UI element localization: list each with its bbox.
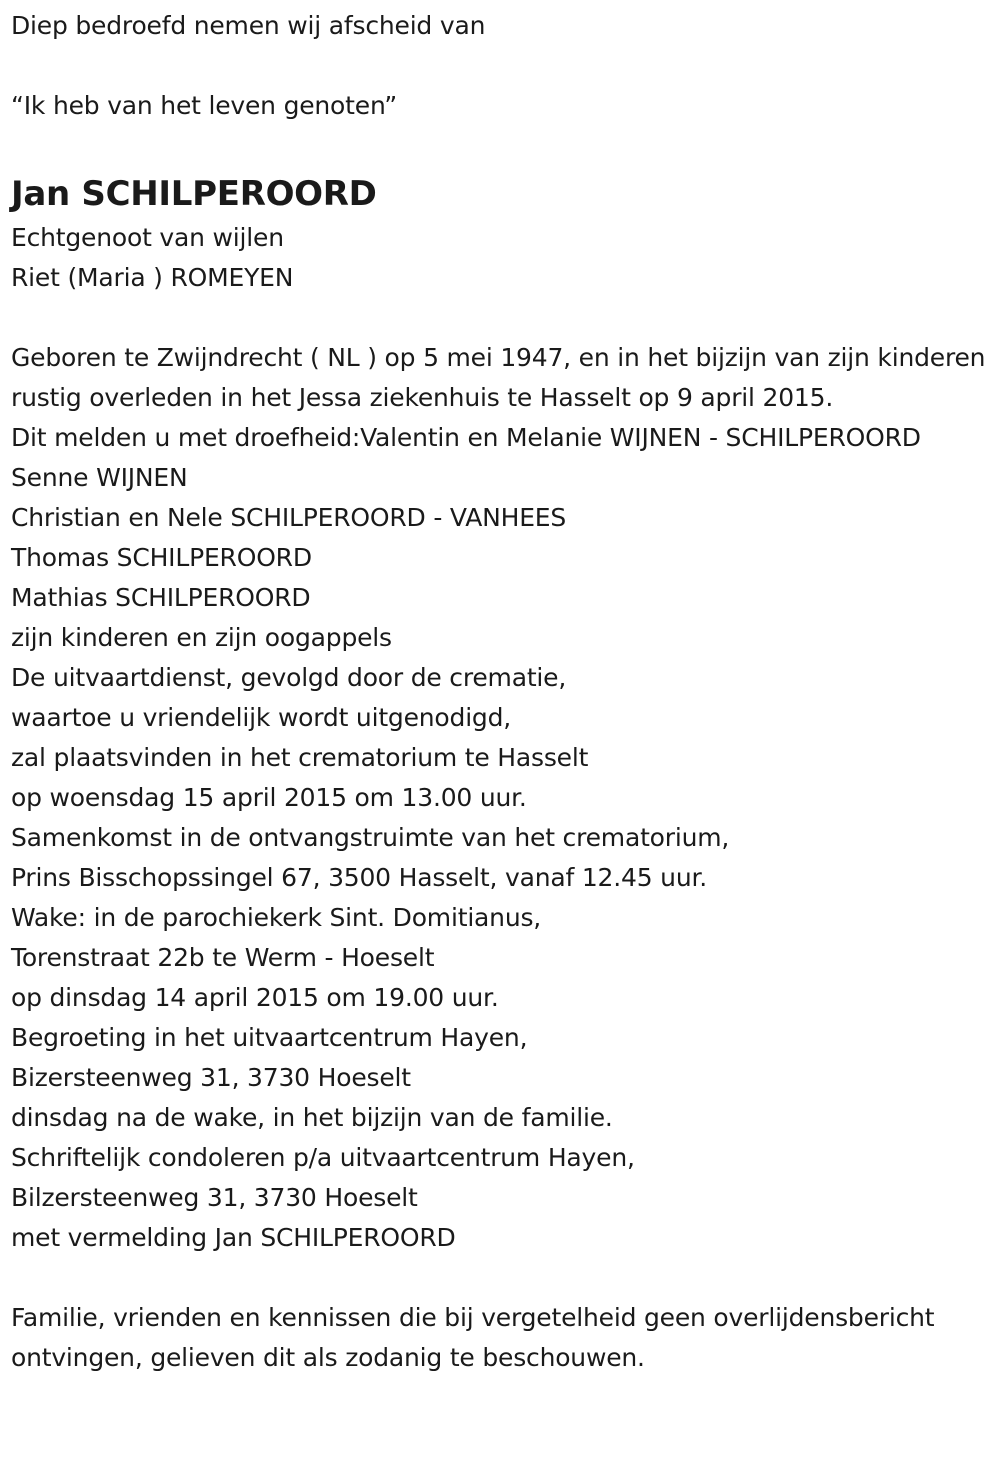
notice-line: Prins Bisschopssingel 67, 3500 Hasselt, vanaf 12.45 uur. (11, 863, 707, 892)
notice-line: De uitvaartdienst, gevolgd door de crematie, (11, 663, 567, 692)
notice-line: zijn kinderen en zijn oogappels (11, 623, 392, 652)
spacer (11, 1258, 986, 1298)
notice-line: Thomas SCHILPEROORD (11, 543, 312, 572)
notice-line: Samenkomst in de ontvangstruimte van het crematorium, (11, 823, 730, 852)
notice-line: op woensdag 15 april 2015 om 13.00 uur. (11, 783, 527, 812)
deceased-name: Jan SCHILPEROORD (11, 174, 377, 214)
spacer (11, 298, 986, 338)
notice-line: Torenstraat 22b te Werm - Hoeselt (11, 943, 435, 972)
notice-line: Wake: in de parochiekerk Sint. Domitianus, (11, 903, 542, 932)
quote-text: “Ik heb van het leven genoten” (11, 91, 397, 120)
notice-line: Mathias SCHILPEROORD (11, 583, 311, 612)
notice-line: waartoe u vriendelijk wordt uitgenodigd, (11, 703, 512, 732)
notice-line: Schriftelijk condoleren p/a uitvaartcentrum Hayen, (11, 1143, 635, 1172)
intro-text: Diep bedroefd nemen wij afscheid van (11, 11, 486, 40)
notice-line: dinsdag na de wake, in het bijzijn van de familie. (11, 1103, 613, 1132)
notice-line: Senne WIJNEN (11, 463, 188, 492)
notice-line: Begroeting in het uitvaartcentrum Hayen, (11, 1023, 528, 1052)
closing-paragraph: Familie, vrienden en kennissen die bij vergetelheid geen overlijdensbericht ontvingen, gelieven dit als zodanig te beschouwen. (11, 1303, 935, 1372)
spacer (11, 126, 986, 170)
birth-death-paragraph: Geboren te Zwijndrecht ( NL ) op 5 mei 1947, en in het bijzijn van zijn kinderen rustig overleden in het Jessa ziekenhuis te Hasselt op 9 april 2015. (11, 343, 986, 412)
notice-line: Bilzersteenweg 31, 3730 Hoeselt (11, 1183, 418, 1212)
spouse-line-2: Riet (Maria ) ROMEYEN (11, 263, 294, 292)
notice-line: op dinsdag 14 april 2015 om 19.00 uur. (11, 983, 499, 1012)
notice-line: met vermelding Jan SCHILPEROORD (11, 1223, 456, 1252)
spacer (11, 46, 986, 86)
family-intro-paragraph: Dit melden u met droefheid:Valentin en Melanie WIJNEN - SCHILPEROORD (11, 423, 921, 452)
spouse-line-1: Echtgenoot van wijlen (11, 223, 284, 252)
death-notice (11, 0, 986, 1378)
notice-line: Christian en Nele SCHILPEROORD - VANHEES (11, 503, 567, 532)
notice-line: zal plaatsvinden in het crematorium te Hasselt (11, 743, 589, 772)
notice-lines (11, 458, 986, 1258)
notice-line: Bizersteenweg 31, 3730 Hoeselt (11, 1063, 411, 1092)
